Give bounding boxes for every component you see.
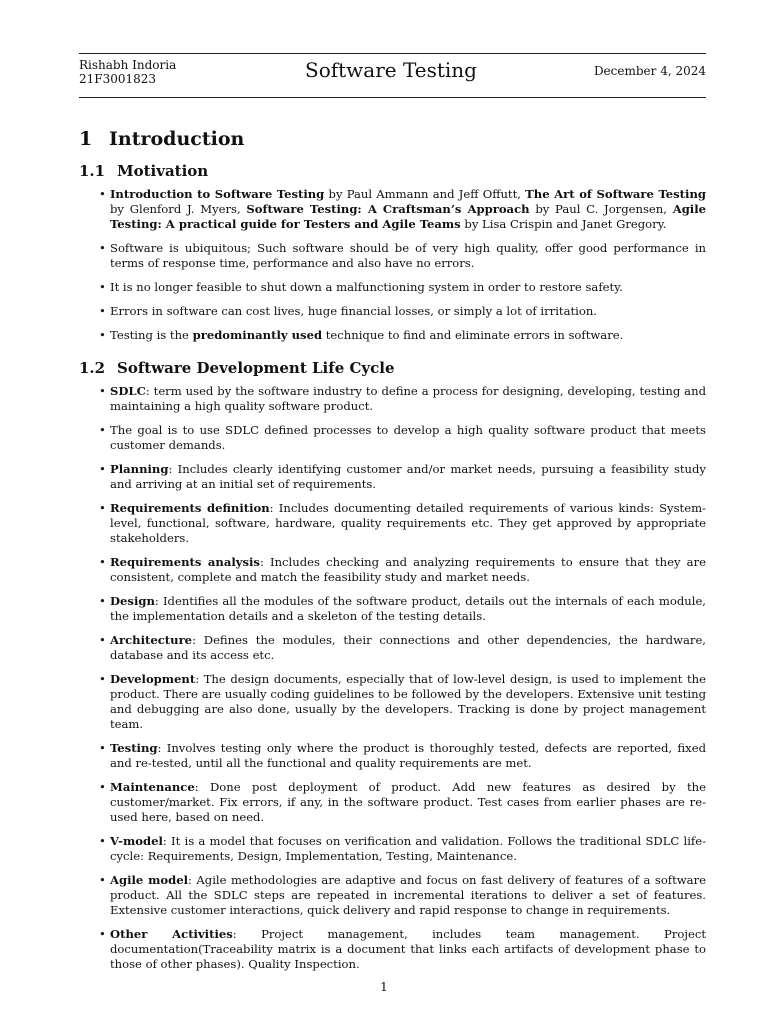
bold-term: Introduction to Software Testing — [110, 187, 325, 201]
subsection-number: 1.1 — [79, 162, 106, 180]
bold-term: Requirements definition — [110, 501, 270, 515]
bold-term: Architecture — [110, 633, 193, 647]
bold-term: SDLC — [110, 384, 146, 398]
body-text: : Includes checking and analyzing requirements to ensure that they are consistent, complete and match the feasibility study and market needs. — [110, 555, 706, 584]
author-name: Rishabh Indoria — [79, 58, 177, 72]
list-item — [79, 241, 706, 271]
body-text: : Project management, includes team management. Project documentation(Traceability matrix is a document that links each artifacts of development phase to those of other phases). Quality Inspection. — [110, 927, 706, 971]
header-author-block — [79, 58, 176, 86]
bold-term: The Art of Software Testing — [525, 187, 706, 201]
body-text: technique to find and eliminate errors in software. — [322, 328, 624, 342]
list-item — [79, 423, 706, 453]
body-text: : The design documents, especially that of low-level design, is used to implement the product. There are usually coding guidelines to be followed by the developers. Extensive unit testing and debugging are also done, usually by the developers. Tracking is done by project management team. — [110, 672, 706, 731]
bullet-icon: • — [99, 633, 106, 647]
bullet-icon: • — [99, 501, 106, 515]
bold-term: Agile Testing: A practical guide for Testers and Agile Teams — [110, 202, 706, 231]
list-item — [79, 187, 706, 232]
section-heading — [79, 128, 244, 150]
bullet-icon: • — [99, 280, 106, 294]
bullet-icon: • — [99, 462, 106, 476]
bullet-icon: • — [99, 423, 106, 437]
subsection-heading-sdlc — [79, 359, 395, 377]
section-title: Introduction — [109, 128, 245, 150]
page-number: 1 — [380, 980, 388, 994]
body-text: Software is ubiquitous; Such software should be of very high quality, offer good performance in terms of response time, performance and also have no errors. — [110, 241, 706, 270]
body-text: : Identifies all the modules of the software product, details out the internals of each module, the implementation details and a skeleton of the testing details. — [110, 594, 706, 623]
body-text: : Done post deployment of product. Add new features as desired by the customer/market. Fix errors, if any, in the software product. Test cases from earlier phases are re-used here, based on need. — [110, 780, 706, 824]
list-item — [79, 328, 706, 343]
body-text: by Paul Ammann and Jeff Offutt, — [324, 187, 526, 201]
body-text: : Includes clearly identifying customer and/or market needs, pursuing a feasibility study and arriving at an initial set of requirements. — [110, 462, 706, 491]
body-text: by Paul C. Jorgensen, — [529, 202, 673, 216]
bold-term: Other Activities — [110, 927, 233, 941]
list-item — [79, 304, 706, 319]
body-text: : Involves testing only where the product is thoroughly tested, defects are reported, fixed and re-tested, until all the functional and quality requirements are met. — [110, 741, 706, 770]
body-text: : Defines the modules, their connections and other dependencies, the hardware, database and its access etc. — [110, 633, 706, 662]
body-text: : Includes documenting detailed requirements of various kinds: System-level, functional, software, hardware, quality requirements etc. They get approved by appropriate stakeholders. — [110, 501, 706, 545]
subsection-number: 1.2 — [79, 359, 106, 377]
header-bottom-rule — [79, 97, 706, 98]
bold-term: V-model — [110, 834, 163, 848]
bullet-icon: • — [99, 741, 106, 755]
bullet-icon: • — [99, 328, 106, 342]
body-text: Testing is the — [110, 328, 193, 342]
section-number: 1 — [79, 128, 93, 150]
bullet-icon: • — [99, 873, 106, 887]
bullet-icon: • — [99, 672, 106, 686]
list-item — [79, 462, 706, 492]
list-item — [79, 873, 706, 918]
list-item — [79, 672, 706, 732]
body-text: by Lisa Crispin and Janet Gregory. — [460, 217, 667, 231]
body-text: Errors in software can cost lives, huge financial losses, or simply a lot of irritation. — [110, 304, 597, 318]
bold-term: Design — [110, 594, 155, 608]
list-item — [79, 780, 706, 825]
bold-term: Planning — [110, 462, 169, 476]
bullet-icon: • — [99, 187, 106, 201]
bold-term: Software Testing: A Craftsman’s Approach — [246, 202, 530, 216]
bullet-icon: • — [99, 555, 106, 569]
bullet-icon: • — [99, 834, 106, 848]
bullet-icon: • — [99, 384, 106, 398]
sdlc-bullet-list — [79, 384, 706, 981]
list-item — [79, 501, 706, 546]
bullet-icon: • — [99, 241, 106, 255]
student-id: 21F3001823 — [79, 72, 157, 86]
bold-term: Maintenance — [110, 780, 195, 794]
bold-term: Testing — [110, 741, 158, 755]
list-item — [79, 555, 706, 585]
bold-term: Development — [110, 672, 196, 686]
body-text: The goal is to use SDLC defined processes to develop a high quality software product that meets customer demands. — [110, 423, 706, 452]
document-date: December 4, 2024 — [593, 64, 706, 78]
body-text: : Agile methodologies are adaptive and focus on fast delivery of features of a software product. All the SDLC steps are repeated in incremental iterations to deliver a set of features. Extensive customer interactions, quick delivery and rapid response to change in requirements. — [110, 873, 706, 917]
list-item — [79, 280, 706, 295]
subsection-title: Software Development Life Cycle — [117, 359, 395, 377]
body-text: by Glenford J. Myers, — [110, 202, 247, 216]
list-item — [79, 927, 706, 972]
motivation-bullet-list — [79, 187, 706, 352]
body-text: : It is a model that focuses on verification and validation. Follows the traditional SDLC life-cycle: Requirements, Design, Implementation, Testing, Maintenance. — [110, 834, 706, 863]
bold-term: predominantly used — [192, 328, 323, 342]
header-top-rule — [79, 53, 706, 54]
list-item — [79, 384, 706, 414]
subsection-title: Motivation — [117, 162, 209, 180]
bold-term: Requirements analysis — [110, 555, 260, 569]
list-item — [79, 594, 706, 624]
body-text: It is no longer feasible to shut down a malfunctioning system in order to restore safety. — [110, 280, 623, 294]
list-item — [79, 834, 706, 864]
bullet-icon: • — [99, 927, 106, 941]
list-item — [79, 633, 706, 663]
document-title: Software Testing — [305, 58, 477, 82]
bullet-icon: • — [99, 304, 106, 318]
list-item — [79, 741, 706, 771]
bullet-icon: • — [99, 594, 106, 608]
subsection-heading-motivation — [79, 162, 208, 180]
bold-term: Agile model — [110, 873, 189, 887]
body-text: : term used by the software industry to define a process for designing, developing, testing and maintaining a high quality software product. — [110, 384, 706, 413]
bullet-icon: • — [99, 780, 106, 794]
